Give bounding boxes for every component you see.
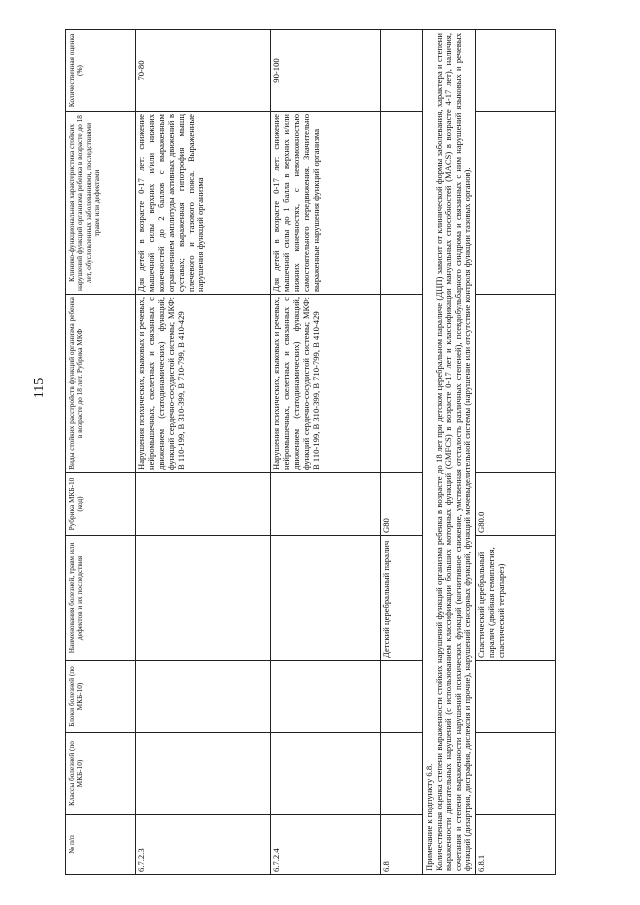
cell-name bbox=[271, 536, 381, 661]
cell-violations bbox=[475, 295, 555, 473]
cell-characteristic bbox=[381, 112, 423, 295]
header-block: Блоки болезней (по МКБ-10) bbox=[66, 661, 136, 733]
table-row bbox=[475, 30, 555, 875]
cell-characteristic: Для детей в возрасте 0-17 лет: снижение мышечной силы до 1 балла в верхних и/или нижних конечностях, с невозможностью самостоятельного передвижения. Значительно выраженные нарушения функций организма bbox=[271, 112, 381, 295]
note-cell bbox=[423, 30, 476, 875]
cell-block bbox=[381, 661, 423, 733]
cell-name bbox=[136, 536, 271, 661]
page-number: 115 bbox=[32, 377, 47, 399]
cell-characteristic bbox=[475, 112, 555, 295]
header-violations: Виды стойких расстройств функций организма ребенка в возрасте до 18 лет. Рубрика МКФ bbox=[66, 295, 136, 473]
cell-block bbox=[271, 661, 381, 733]
cell-code: G80 bbox=[381, 473, 423, 536]
disability-table bbox=[65, 29, 556, 875]
header-code: Рубрика МКБ-10 (код) bbox=[66, 473, 136, 536]
cell-class bbox=[475, 733, 555, 815]
cell-code: G80.0 bbox=[475, 473, 555, 536]
cell-class bbox=[271, 733, 381, 815]
cell-violations: Нарушения психических, языковых и речевых, нейромышечных, скелетных и связанных с движением (статодинамических) функций, функций сердечно-сосудистой системы; МКФ: В 110-199, В 310-399, В 710-799, В 410-429 bbox=[271, 295, 381, 473]
cell-block bbox=[136, 661, 271, 733]
table-row bbox=[136, 30, 271, 875]
note-title: Примечание к подпункту 6.8. bbox=[424, 763, 434, 871]
cell-violations: Нарушения психических, языковых и речевых, нейромышечных, скелетных и связанных с движением (статодинамических) функций, функций сердечно-сосудистой системы; МКФ: В 110-199, В 310-399, В 710-799, В 410-429 bbox=[136, 295, 271, 473]
cell-name: Спастический церебральный паралич (двойная гемиплегия, спастический тетрапарез) bbox=[475, 536, 555, 661]
cell-score bbox=[381, 30, 423, 112]
header-row bbox=[66, 30, 136, 875]
rotated-table-page bbox=[65, 30, 590, 875]
cell-block bbox=[475, 661, 555, 733]
cell-num: 6.8 bbox=[381, 815, 423, 875]
header-characteristic: Клинико-функциональная характеристика стойких нарушений функций организма ребенка в возрасте до 18 лет, обусловленных заболеваниями, последствиями травм или дефектами bbox=[66, 112, 136, 295]
note-row bbox=[423, 30, 476, 875]
header-num: № п/п bbox=[66, 815, 136, 875]
cell-code bbox=[271, 473, 381, 536]
cell-num: 6.7.2.4 bbox=[271, 815, 381, 875]
cell-characteristic: Для детей в возрасте 0-17 лет: снижение мышечной силы верхних и/или нижних конечностей до 2 баллов с выраженным ограничением амплитуды активных движений в суставах; выраженная гипотрофия мышц плечевого и тазового пояса. Выраженные нарушения функций организма bbox=[136, 112, 271, 295]
cell-num: 6.7.2.3 bbox=[136, 815, 271, 875]
note-text: Количественная оценка степени выраженности стойких нарушений функций организма ребенка в возрасте до 18 лет при детском церебральном параличе (ДЦП) зависит от клинической формы заболевания, характера и степени выраженности двигательных нарушений (с использованием классификации больших моторных функций (GMFCS) в возрасте 0-17 лет и классификации мануальных способностей (MACS) в возрасте 4-17 лет), наличия, сочетания и степени выраженности нарушений психических функций (когнитивное снижение, умственная отсталость различных степеней), псевдобульбарного синдрома и связанных с ним нарушений языковых и речевых функций (дизартрия, дисграфия, дислексия и прочие), нарушений сенсорных функций, функций мочевыделительной системы (нарушение или отсутствие контроля функции тазовых органов). bbox=[433, 33, 473, 871]
cell-class bbox=[381, 733, 423, 815]
cell-violations bbox=[381, 295, 423, 473]
header-name: Наименования болезней, травм или дефектов и их последствия bbox=[66, 536, 136, 661]
header-score: Количественная оценка (%) bbox=[66, 30, 136, 112]
cell-code bbox=[136, 473, 271, 536]
cell-score: 70-80 bbox=[136, 30, 271, 112]
cell-score bbox=[475, 30, 555, 112]
table-row bbox=[271, 30, 381, 875]
cell-class bbox=[136, 733, 271, 815]
cell-name: Детский церебральный паралич bbox=[381, 536, 423, 661]
header-class: Классы болезней (по МКБ-10) bbox=[66, 733, 136, 815]
table-row bbox=[381, 30, 423, 875]
cell-score: 90-100 bbox=[271, 30, 381, 112]
cell-num: 6.8.1 bbox=[475, 815, 555, 875]
